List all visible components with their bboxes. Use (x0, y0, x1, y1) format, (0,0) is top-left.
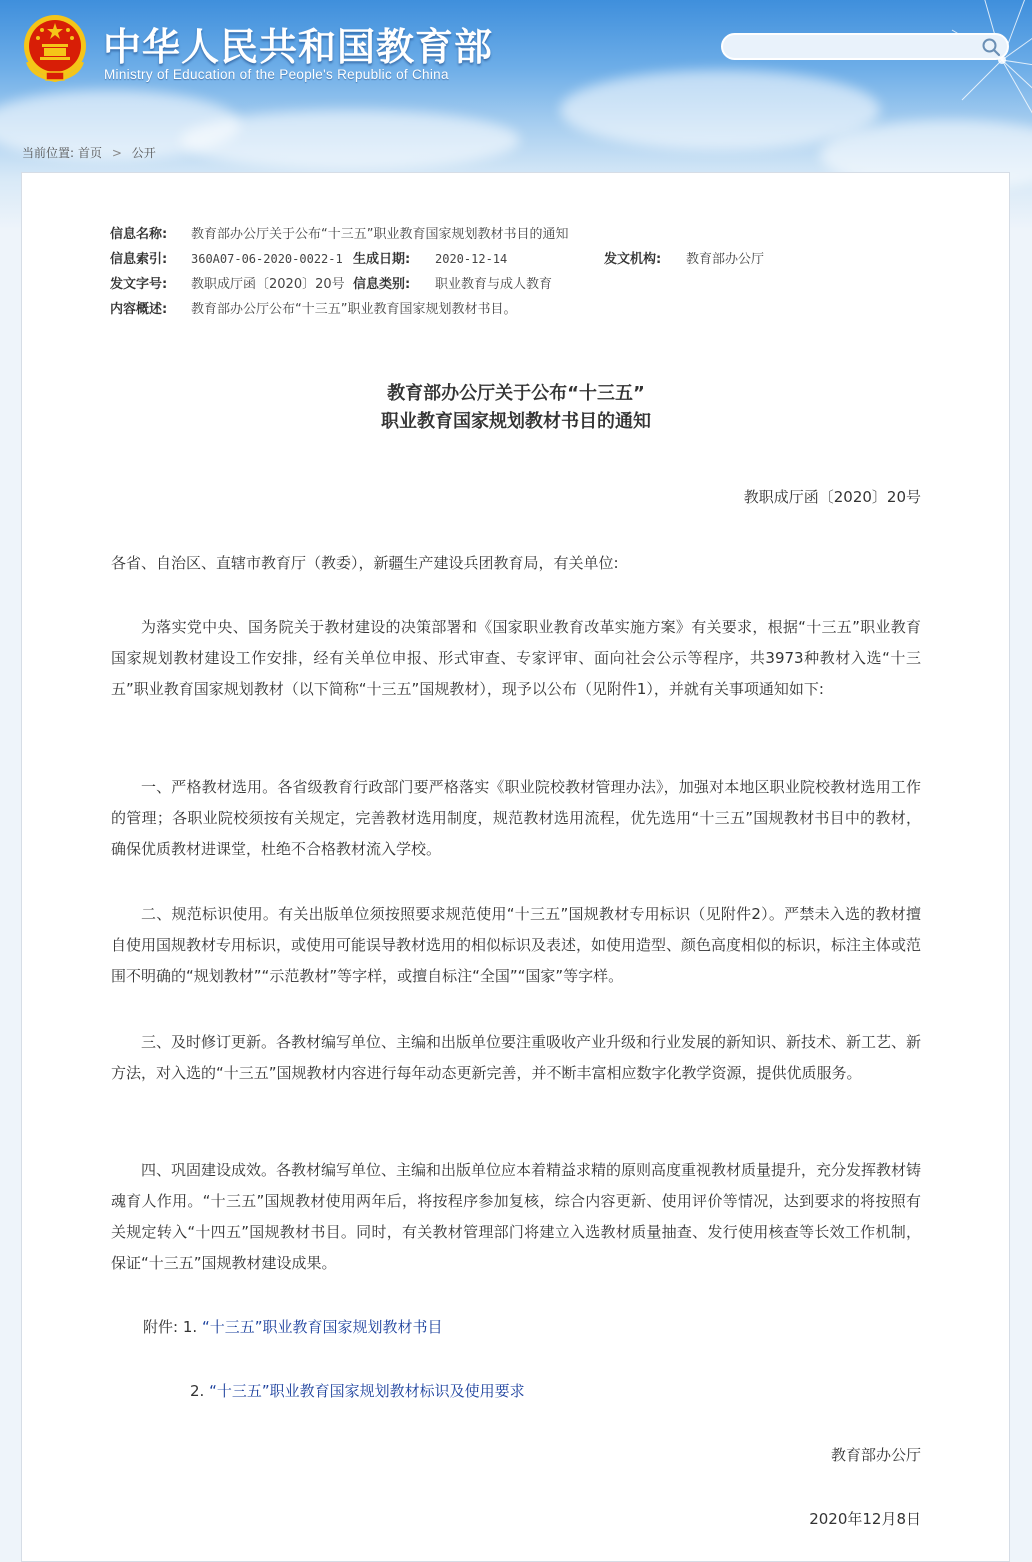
cloud-decoration (560, 70, 880, 150)
breadcrumb-label: 当前位置: (22, 146, 75, 160)
search-icon[interactable] (981, 37, 1001, 57)
attachment-label: 附件: (143, 1318, 179, 1336)
document-title-line2: 职业教育国家规划教材书目的通知 (381, 411, 651, 432)
meta-category-value: 职业教育与成人教育 (435, 277, 553, 292)
body-paragraph-1 (111, 612, 921, 705)
search-input[interactable] (733, 37, 977, 58)
meta-name-value: 教育部办公厅关于公布“十三五”职业教育国家规划教材书目的通知 (191, 227, 569, 242)
signer: 教育部办公厅 (830, 1446, 921, 1464)
attachment-2-link[interactable]: “十三五”职业教育国家规划教材标识及使用要求 (209, 1382, 525, 1400)
meta-org-value: 教育部办公厅 (686, 252, 765, 267)
meta-summary-value: 教育部办公厅公布“十三五”职业教育国家规划教材书目。 (191, 302, 517, 317)
body-paragraph-5 (111, 1155, 921, 1279)
salutation (111, 548, 921, 579)
meta-summary-label: 内容概述: (110, 302, 168, 317)
attachment-2 (190, 1380, 525, 1401)
search-box (721, 33, 1009, 60)
site-title: 中华人民共和国教育部 (103, 25, 494, 69)
breadcrumb-current-link[interactable]: 公开 (131, 146, 156, 160)
meta-date-value: 2020-12-14 (435, 252, 508, 266)
cloud-decoration (180, 110, 520, 170)
sign-date: 2020年12月8日 (809, 1510, 921, 1528)
paragraph-text: 三、及时修订更新。各教材编写单位、主编和出版单位要注重吸收产业升级和行业发展的新知识、新技术、新工艺、新方法，对入选的“十三五”国规教材内容进行每年动态更新完善，并不断丰富相应数字化教学资源，提供优质服务。 (111, 1033, 922, 1082)
meta-date-label: 生成日期: (353, 252, 411, 267)
meta-docno-label: 发文字号: (110, 277, 168, 292)
meta-category-label: 信息类别: (353, 277, 411, 292)
meta-docno-value: 教职成厅函〔2020〕20号 (191, 277, 345, 292)
meta-index-label: 信息索引: (110, 252, 168, 267)
document-title-line1: 教育部办公厅关于公布“十三五” (387, 383, 645, 404)
document-title (0, 380, 1032, 436)
meta-org-label: 发文机构: (604, 252, 662, 267)
breadcrumb (22, 144, 156, 161)
meta-index-value: 360A07-06-2020-0022-1 (191, 252, 343, 266)
breadcrumb-home-link[interactable]: 首页 (78, 146, 103, 160)
attachment-1 (143, 1316, 442, 1337)
body-paragraph-3 (111, 899, 921, 992)
paragraph-text: 二、规范标识使用。有关出版单位须按照要求规范使用“十三五”国规教材专用标识（见附件2）。严禁未入选的教材擅自使用国规教材专用标识，或使用可能误导教材选用的相似标识及表述，如使用造型、颜色高度相似的标识，标注主体或范围不明确的“规划教材”“示范教材”等字样，或擅自标注“全国”“国家”等字样。 (111, 905, 922, 985)
body-paragraph-4 (111, 1027, 921, 1089)
paragraph-text: 为落实党中央、国务院关于教材建设的决策部署和《国家职业教育改革实施方案》有关要求，根据“十三五”职业教育国家规划教材建设工作安排，经有关单位申报、形式审查、专家评审、面向社会公示等程序，共3973种教材入选“十三五”职业教育国家规划教材（以下简称“十三五”国规教材），现予以公布（见附件1），并就有关事项通知如下: (111, 618, 921, 698)
attachment-2-number: 2. (190, 1382, 205, 1400)
document-number: 教职成厅函〔2020〕20号 (743, 488, 921, 506)
paragraph-text: 一、严格教材选用。各省级教育行政部门要严格落实《职业院校教材管理办法》，加强对本地区职业院校教材选用工作的管理；各职业院校须按有关规定，完善教材选用制度，规范教材选用流程，优先选用“十三五”国规教材书目中的教材，确保优质教材进课堂，杜绝不合格教材流入学校。 (111, 778, 921, 858)
breadcrumb-separator: > (111, 146, 122, 160)
salutation-text: 各省、自治区、直辖市教育厅（教委），新疆生产建设兵团教育局，有关单位: (111, 554, 619, 572)
body-paragraph-2 (111, 772, 921, 865)
national-emblem-logo (22, 14, 88, 82)
attachment-1-number: 1. (182, 1318, 198, 1336)
dandelion-decoration (892, 0, 1032, 150)
site-subtitle: Ministry of Education of the People's Republic of China (104, 67, 449, 82)
attachment-1-link[interactable]: “十三五”职业教育国家规划教材书目 (201, 1318, 443, 1336)
meta-name-label: 信息名称: (110, 227, 168, 242)
paragraph-text: 四、巩固建设成效。各教材编写单位、主编和出版单位应本着精益求精的原则高度重视教材质量提升，充分发挥教材铸魂育人作用。“十三五”国规教材使用两年后，将按程序参加复核，综合内容更新、使用评价等情况，达到要求的将按照有关规定转入“十四五”国规教材书目。同时，有关教材管理部门将建立入选教材质量抽查、发行使用核查等长效工作机制，保证“十三五”国规教材建设成果。 (111, 1161, 922, 1272)
